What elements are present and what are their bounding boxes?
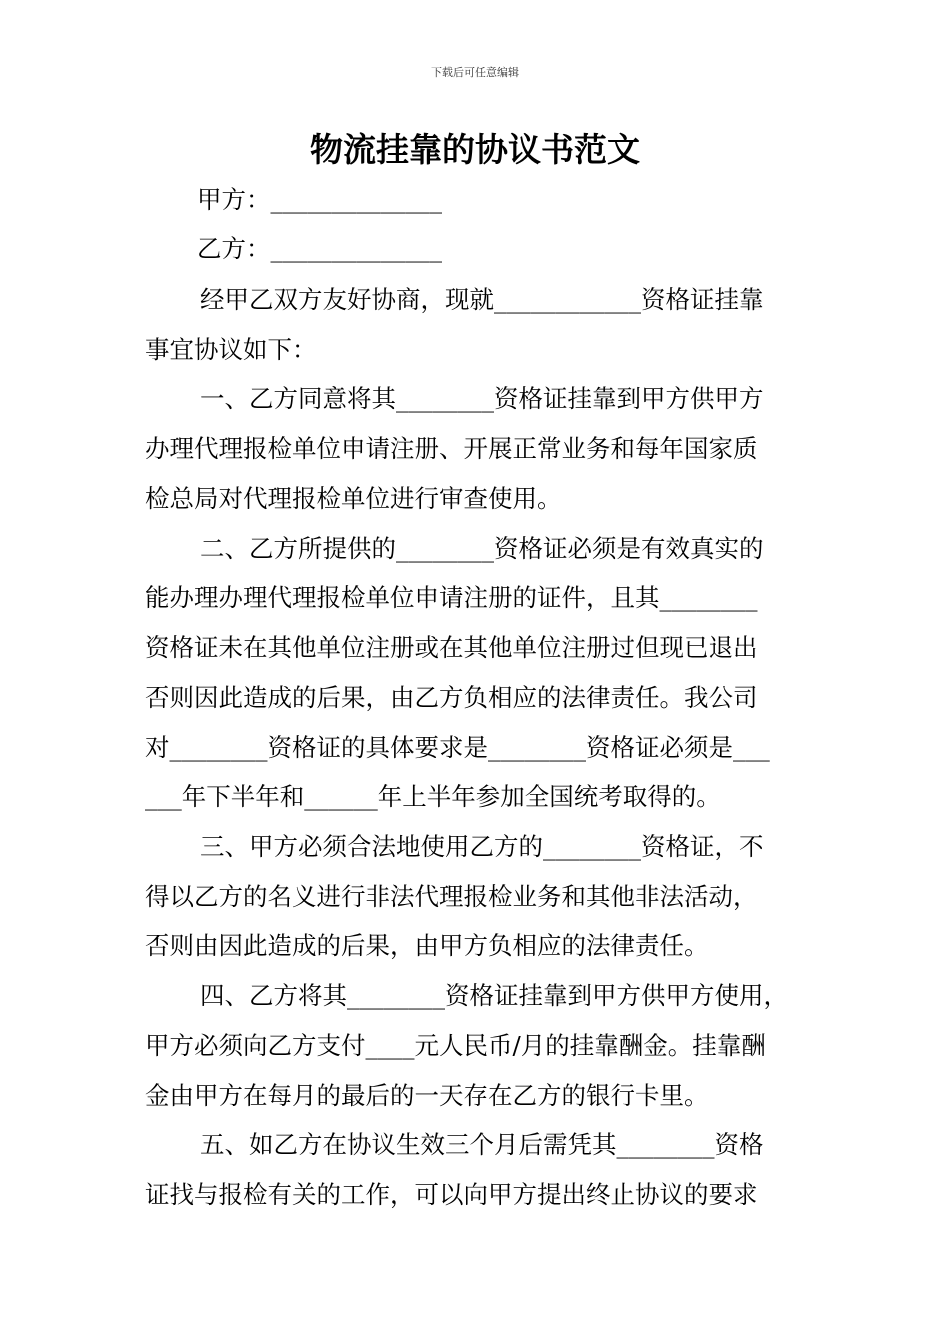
paragraph-line: 经甲乙双方友好协商，现就____________资格证挂靠	[200, 285, 764, 314]
party-b-line: 乙方：______________	[197, 234, 442, 263]
clause-five-line: 五、如乙方在协议生效三个月后需凭其________资格	[200, 1130, 764, 1159]
paragraph-line: ___年下半年和______年上半年参加全国统考取得的。	[145, 782, 721, 811]
paragraph-line: 事宜协议如下：	[145, 335, 317, 364]
document-title: 物流挂靠的协议书范文	[310, 130, 640, 169]
clause-two-line: 二、乙方所提供的________资格证必须是有效真实的	[200, 534, 764, 563]
paragraph-line: 否则因此造成的后果，由乙方负相应的法律责任。我公司	[145, 683, 758, 712]
clause-three-line: 三、甲方必须合法地使用乙方的________资格证，不	[200, 832, 764, 861]
paragraph-line: 检总局对代理报检单位进行审查使用。	[145, 484, 562, 513]
paragraph-line: 能办理办理代理报检单位申请注册的证件，且其________	[145, 583, 758, 612]
paragraph-line: 甲方必须向乙方支付____元人民币/月的挂靠酬金。挂靠酬	[145, 1031, 766, 1060]
clause-one-line: 一、乙方同意将其________资格证挂靠到甲方供甲方	[200, 384, 764, 413]
paragraph-line: 对________资格证的具体要求是________资格证必须是___	[145, 733, 770, 762]
paragraph-line: 金由甲方在每月的最后的一天存在乙方的银行卡里。	[145, 1081, 709, 1110]
paragraph-line: 资格证未在其他单位注册或在其他单位注册过但现已退出	[145, 633, 758, 662]
paragraph-line: 办理代理报检单位申请注册、开展正常业务和每年国家质	[145, 434, 758, 463]
clause-four-line: 四、乙方将其________资格证挂靠到甲方供甲方使用，	[200, 981, 788, 1010]
party-a-line: 甲方：______________	[197, 185, 442, 214]
paragraph-line: 否则由因此造成的后果，由甲方负相应的法律责任。	[145, 931, 709, 960]
header-note: 下载后可任意编辑	[431, 66, 519, 79]
paragraph-line: 得以乙方的名义进行非法代理报检业务和其他非法活动，	[145, 882, 758, 911]
paragraph-line: 证找与报检有关的工作，可以向甲方提出终止协议的要求	[145, 1180, 758, 1209]
